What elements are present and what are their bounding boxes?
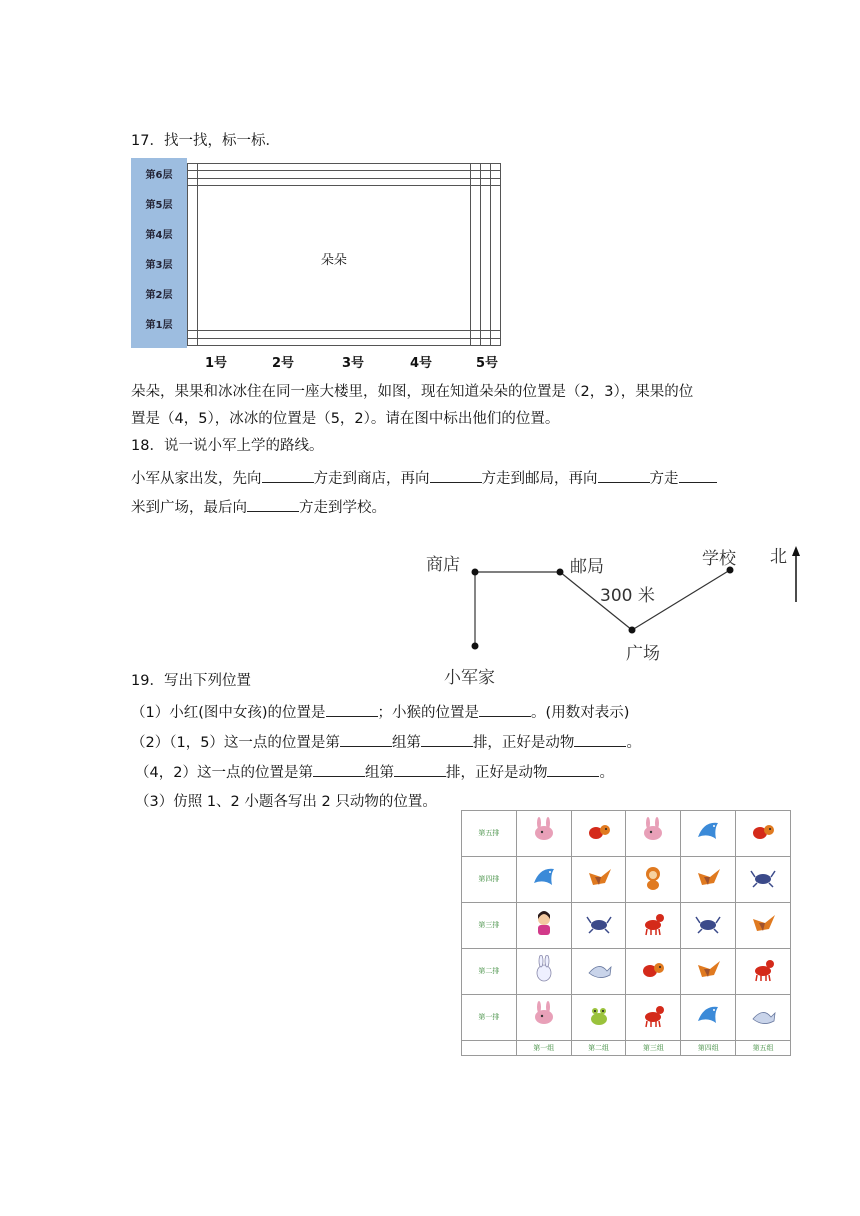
grid-cell[interactable] [188,178,198,185]
north-label: 北 [770,547,787,567]
q18-line1 [131,467,717,490]
grid-cell[interactable] [470,164,480,171]
animal-cell[interactable] [571,811,626,857]
row-label: 第二排 [462,948,517,994]
q17-title: 17．找一找，标一标． [131,133,280,149]
animal-cell[interactable] [736,902,791,948]
room-label: 3号 [342,356,365,371]
animal-grid [461,810,791,1056]
monkey-icon [639,863,667,891]
column-label: 第一组 [516,1040,571,1055]
post-office-label: 邮局 [570,557,604,577]
shop-label: 商店 [426,555,460,575]
animal-row [462,948,791,994]
grid-cell[interactable] [470,171,480,178]
grid-cell[interactable] [470,338,480,345]
animal-row [462,902,791,948]
post-office-point [557,569,564,576]
fish-icon [585,955,613,983]
animal-cell[interactable] [626,856,681,902]
rabbit-pink-icon [530,1001,558,1029]
q19-text: 组第 [391,735,421,751]
q18-text: 米到广场，最后向 [131,500,247,516]
deer-icon [639,1001,667,1029]
crab-icon [694,909,722,937]
deer-icon [749,955,777,983]
rabbit-pink-icon [639,817,667,845]
room-label: 1号 [205,356,228,371]
q19-text: 。 [626,735,641,751]
dolphin-icon [694,1001,722,1029]
row-label: 第五排 [462,811,517,857]
answer-blank[interactable] [574,731,626,747]
animal-cell[interactable] [736,856,791,902]
q19-text: 排，正好是动物 [472,735,575,751]
grid-cell[interactable] [480,171,490,178]
animal-cell[interactable] [681,994,736,1040]
north-arrowhead-icon [792,546,800,556]
q18-text: 方走 [649,471,679,487]
bird-icon [694,863,722,891]
animal-cell[interactable] [626,994,681,1040]
animal-cell[interactable] [681,948,736,994]
grid-cell[interactable] [490,178,500,185]
animal-cell[interactable] [681,856,736,902]
q19-title: 19．写出下列位置 [131,673,251,689]
grid-cell[interactable] [480,185,490,331]
q19-part3: （3）仿照 1、2 小题各写出 2 只动物的位置。 [135,794,437,810]
answer-blank[interactable] [421,731,473,747]
dolphin-icon [530,863,558,891]
grid-cell[interactable] [470,185,480,331]
q18-title: 18．说一说小军上学的路线。 [131,438,324,454]
answer-blank[interactable] [479,701,531,717]
squirrel-icon [585,817,613,845]
grid-cell[interactable] [480,178,490,185]
column-label-row [462,1040,791,1055]
floor-label: 第3层 [145,260,173,271]
q18-text: 方走到学校。 [299,500,386,516]
answer-blank[interactable] [340,731,392,747]
room-label: 5号 [476,356,499,371]
grid-cell[interactable] [490,164,500,171]
q19-text: ；小猴的位置是 [377,705,480,721]
answer-blank[interactable] [247,496,299,512]
row-label: 第一排 [462,994,517,1040]
answer-blank[interactable] [326,701,378,717]
grid-cell[interactable] [188,185,198,331]
q19-part1 [131,701,629,724]
animal-cell[interactable] [736,948,791,994]
grid-cell[interactable] [198,331,471,338]
q19-part2 [131,731,641,754]
animal-cell[interactable] [571,856,626,902]
column-label: 第三组 [626,1040,681,1055]
dolphin-icon [694,817,722,845]
grid-cell[interactable] [470,331,480,338]
grid-cell[interactable] [188,164,198,171]
q19-text: 。 [599,765,614,781]
q19-text: （1）小红(图中女孩)的位置是 [131,705,326,721]
animal-cell[interactable] [736,811,791,857]
corner-cell [462,1040,517,1055]
bird-icon [694,955,722,983]
grid-cell[interactable] [198,171,471,178]
grid-cell[interactable] [198,178,471,185]
squirrel-icon [749,817,777,845]
grid-cell[interactable] [480,338,490,345]
animal-cell[interactable] [571,902,626,948]
grid-cell[interactable] [188,338,198,345]
rabbit-pink-icon [530,817,558,845]
animal-cell[interactable] [681,811,736,857]
q18-line2 [131,496,386,519]
bird-icon [749,909,777,937]
animal-cell[interactable] [516,811,571,857]
squirrel-icon [639,955,667,983]
grid-cell[interactable] [188,331,198,338]
grid-cell[interactable] [480,164,490,171]
q19-text: 排，正好是动物 [445,765,548,781]
home-label: 小军家 [444,668,495,688]
animal-cell[interactable] [681,902,736,948]
grid-cell[interactable] [198,338,471,345]
girl-icon [530,909,558,937]
q17-desc-line2: 置是（4，5），冰冰的位置是（5，2）。请在图中标出他们的位置。 [131,411,560,427]
q17-desc-line1: 朵朵，果果和冰冰住在同一座大楼里，如图，现在知道朵朵的位置是（2，3），果果的位 [131,384,694,400]
home-point [472,643,479,650]
answer-blank[interactable] [547,761,599,777]
grid-cell[interactable] [490,171,500,178]
rabbit-white-icon [530,955,558,983]
row-label: 第三排 [462,902,517,948]
grid-cell[interactable] [490,331,500,338]
animal-row [462,856,791,902]
answer-blank[interactable] [679,467,717,483]
floor-label-column [131,158,187,348]
q18-text: 小军从家出发，先向 [131,471,262,487]
column-label: 第二组 [571,1040,626,1055]
animal-cell[interactable] [626,902,681,948]
animal-cell[interactable] [736,994,791,1040]
fish-icon [749,1001,777,1029]
square-point [629,627,636,634]
column-label: 第五组 [736,1040,791,1055]
building-grid [187,163,501,346]
floor-label: 第5层 [145,200,173,211]
animal-cell[interactable] [516,856,571,902]
crab-icon [585,909,613,937]
answer-blank[interactable] [430,467,482,483]
animal-table [461,810,791,1056]
answer-blank[interactable] [598,467,650,483]
q19-part2b [135,761,614,784]
grid-cell[interactable] [198,164,471,171]
crab-icon [749,863,777,891]
floor-label: 第2层 [145,290,173,301]
shop-point [472,569,479,576]
animal-cell[interactable] [516,902,571,948]
grid-cell-duoduo[interactable]: 朵朵 [198,185,471,331]
deer-icon [639,909,667,937]
answer-blank[interactable] [313,761,365,777]
animal-cell[interactable] [571,994,626,1040]
row-label: 第四排 [462,856,517,902]
school-label: 学校 [702,549,736,569]
animal-row [462,994,791,1040]
animal-cell[interactable] [571,948,626,994]
floor-label: 第6层 [145,170,173,181]
floor-label: 第4层 [145,230,173,241]
column-label: 第四组 [681,1040,736,1055]
room-label: 2号 [272,356,295,371]
room-label: 4号 [410,356,433,371]
frog-icon [585,1001,613,1029]
route-map [420,540,810,690]
q18-text: 方走到商店，再向 [313,471,430,487]
animal-cell[interactable] [516,948,571,994]
animal-cell[interactable] [516,994,571,1040]
q19-text: （4，2）这一点的位置是第 [135,765,313,781]
q19-text: 组第 [364,765,394,781]
distance-label: 300 米 [600,586,655,606]
floor-label: 第1层 [145,320,173,331]
grid-cell[interactable] [490,185,500,331]
answer-blank[interactable] [394,761,446,777]
bird-icon [585,863,613,891]
q19-text: （2）（1，5）这一点的位置是第 [131,735,340,751]
q18-text: 方走到邮局，再向 [481,471,598,487]
answer-blank[interactable] [262,467,314,483]
grid-cell[interactable] [490,338,500,345]
square-label: 广场 [626,644,660,664]
animal-row [462,811,791,857]
animal-cell[interactable] [626,948,681,994]
grid-cell[interactable] [470,178,480,185]
grid-cell[interactable] [188,171,198,178]
animal-cell[interactable] [626,811,681,857]
grid-cell[interactable] [480,331,490,338]
q19-text: 。(用数对表示) [531,705,630,721]
